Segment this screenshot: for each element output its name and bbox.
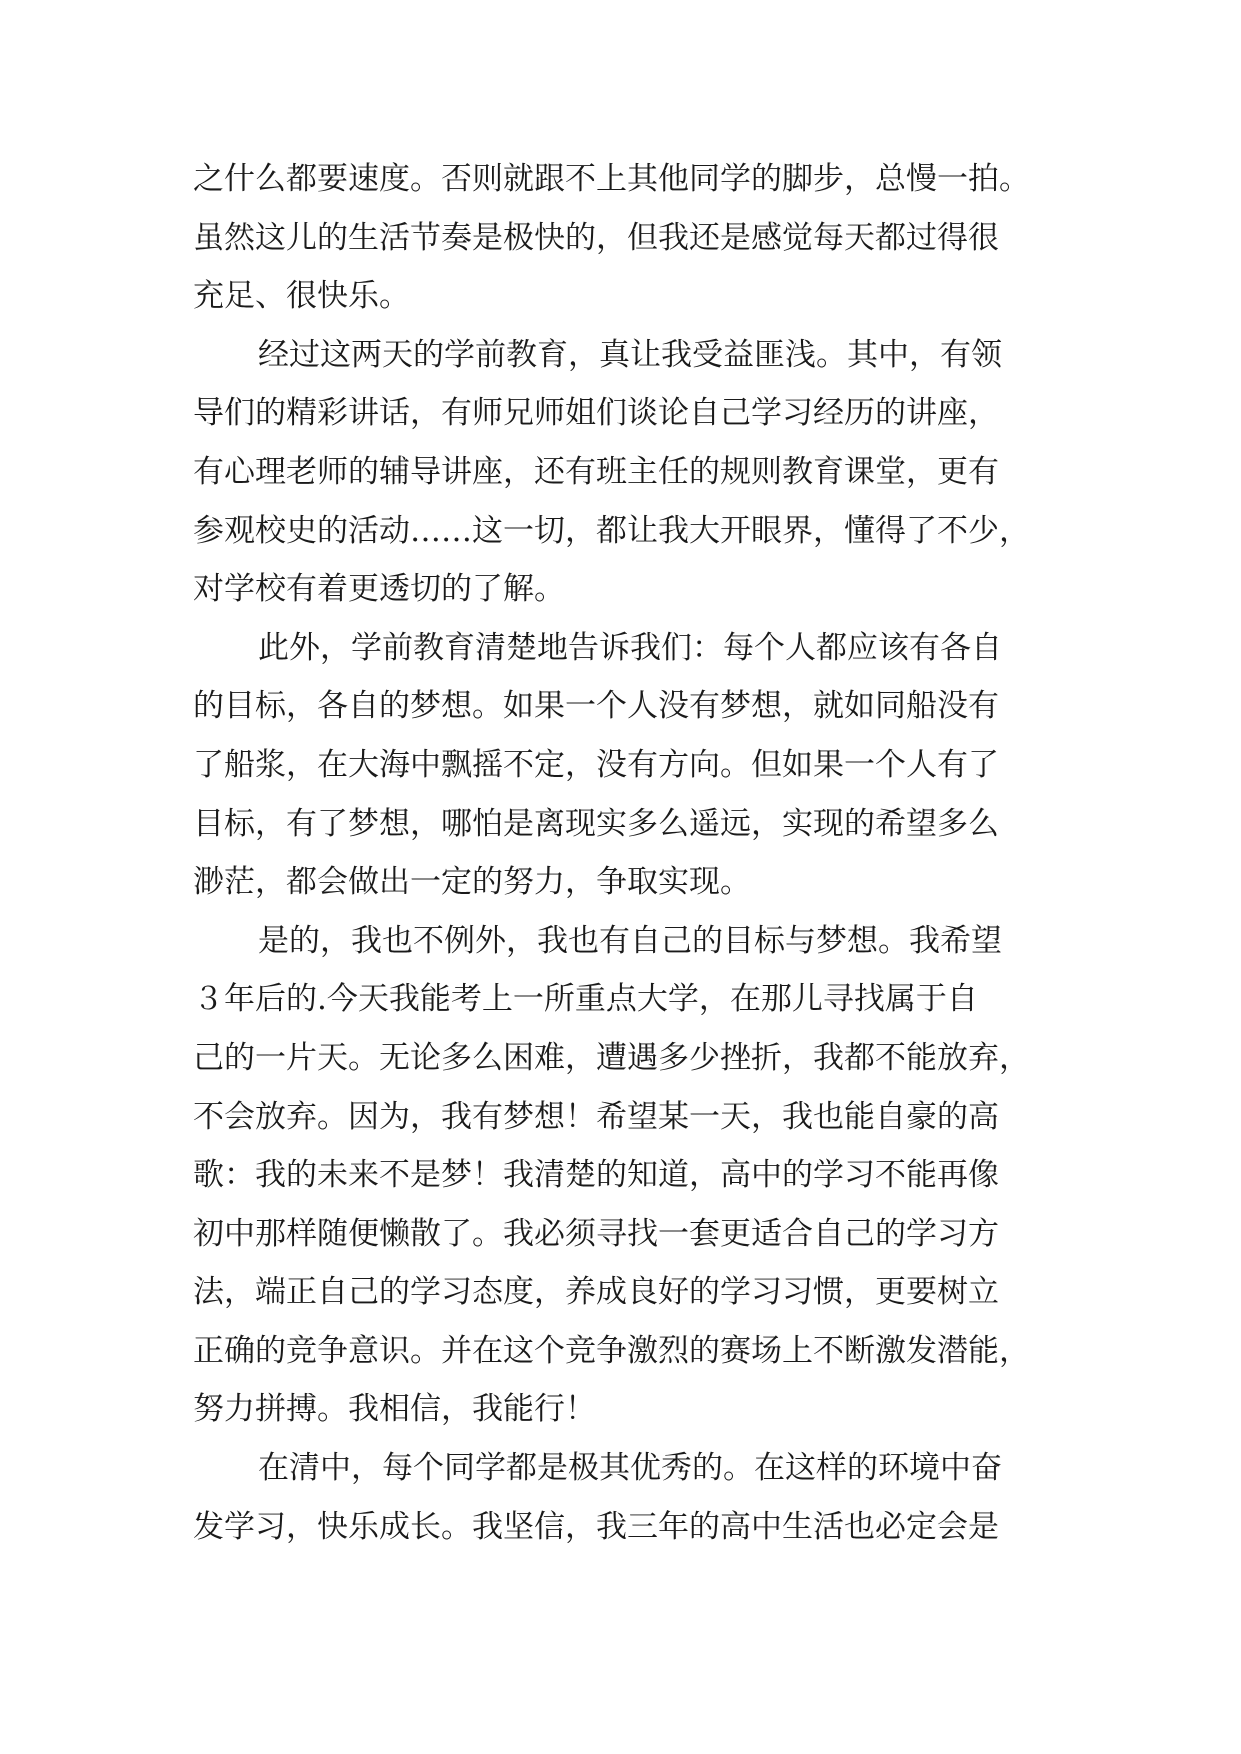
text-line: 法，端正自己的学习态度，养成良好的学习习惯，更要树立 — [193, 1274, 999, 1311]
text-line: 正确的竞争意识。并在这个竞争激烈的赛场上不断激发潜能， — [193, 1332, 1030, 1369]
text-line: 参观校史的活动……这一切，都让我大开眼界，懂得了不少， — [193, 512, 1030, 549]
paragraph-5 — [193, 1439, 1063, 1556]
text-line: 了船浆，在大海中飘摇不定，没有方向。但如果一个人有了 — [193, 746, 999, 783]
text-line: 虽然这儿的生活节奏是极快的，但我还是感觉每天都过得很 — [193, 219, 999, 256]
text-line: 此外，学前教育清楚地告诉我们：每个人都应该有各自 — [258, 629, 1002, 666]
text-line: 己的一片天。无论多么困难，遭遇多少挫折，我都不能放弃， — [193, 1039, 1030, 1076]
text-line: 有心理老师的辅导讲座，还有班主任的规则教育课堂，更有 — [193, 453, 999, 490]
text-line: 歌：我的未来不是梦！我清楚的知道，高中的学习不能再像 — [193, 1157, 999, 1194]
text-line: 的目标，各自的梦想。如果一个人没有梦想，就如同船没有 — [193, 688, 999, 725]
text-line: 初中那样随便懒散了。我必须寻找一套更适合自己的学习方 — [193, 1215, 999, 1252]
text-line: 充足、很快乐。 — [193, 278, 410, 315]
text-line: 渺茫，都会做出一定的努力，争取实现。 — [193, 864, 751, 901]
text-line: 导们的精彩讲话，有师兄师姐们谈论自己学习经历的讲座， — [193, 395, 999, 432]
text-line: 不会放弃。因为，我有梦想！希望某一天，我也能自豪的高 — [193, 1098, 999, 1135]
paragraph-3 — [193, 619, 1063, 912]
paragraph-2 — [193, 326, 1063, 619]
text-line: 目标，有了梦想，哪怕是离现实多么遥远，实现的希望多么 — [193, 805, 999, 842]
text-line: ３年后的.今天我能考上一所重点大学，在那儿寻找属于自 — [193, 981, 978, 1018]
paragraph-1 — [193, 150, 1063, 326]
paragraph-4 — [193, 912, 1063, 1439]
text-line: 是的，我也不例外，我也有自己的目标与梦想。我希望 — [258, 922, 1002, 959]
text-line: 对学校有着更透切的了解。 — [193, 571, 565, 608]
text-line: 发学习，快乐成长。我坚信，我三年的高中生活也必定会是 — [193, 1508, 999, 1545]
document-body — [193, 150, 1063, 1556]
text-line: 在清中，每个同学都是极其优秀的。在这样的环境中奋 — [258, 1450, 1002, 1487]
text-line: 经过这两天的学前教育，真让我受益匪浅。其中，有领 — [258, 336, 1002, 373]
text-line: 努力拼搏。我相信，我能行！ — [193, 1391, 596, 1428]
text-line: 之什么都要速度。否则就跟不上其他同学的脚步，总慢一拍。 — [193, 161, 1030, 197]
